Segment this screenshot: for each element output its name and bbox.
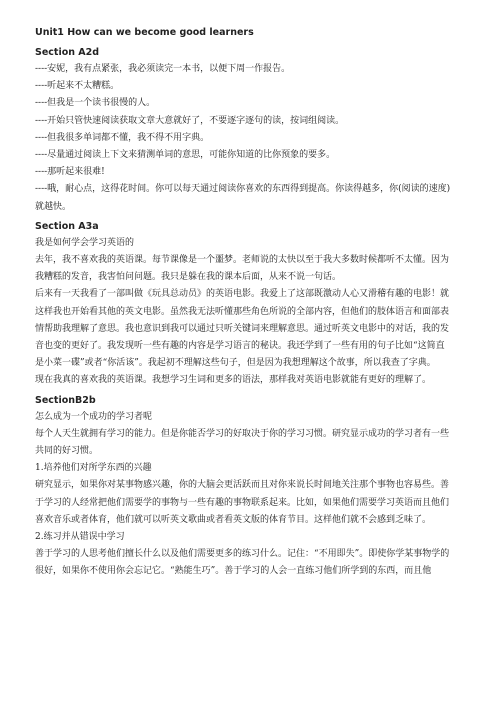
point-1-heading: 1.培养他们对所学东西的兴趣 (35, 463, 152, 474)
section-b2b-title: SectionB2b (35, 394, 96, 406)
dialogue-line: ----那听起来很难! (35, 167, 105, 178)
section-a2d-dialogue (35, 61, 452, 216)
section-a3a-subtitle: 我是如何学会学习英语的 (35, 237, 135, 248)
dialogue-line: ----但我是一个读书很慢的人。 (35, 98, 156, 109)
section-a3a-paragraph: 现在我真的喜欢我的英语课。我想学习生词和更多的语法，那样我对英语电影就能有更好的理解了。 (35, 375, 432, 386)
dialogue-line: ----听起来不太糟糕。 (35, 81, 120, 92)
section-b2b-intro: 每个人天生就拥有学习的能力。但是你能否学习的好取决于你的学习习惯。研究显示成功的学习者有一些共同的好习惯。 (35, 428, 450, 457)
dialogue-line: ----开始只管快速阅读获取文章大意就好了，不要逐字逐句的读，按词组阅读。 (35, 115, 345, 126)
section-a3a-paragraph: 去年，我不喜欢我的英语课。每节课像是一个噩梦。老师说的太快以至于我大多数时候都听不太懂。因为我糟糕的发音，我害怕问问题。我只是躲在我的课本后面，从来不说一句话。 (35, 255, 450, 283)
section-a3a-title: Section A3a (35, 220, 99, 232)
point-1-body: 研究显示，如果你对某事物感兴趣，你的大脑会更活跃而且对你来说长时间地关注那个事物也容易些。善于学习的人经常把他们需要学的事物与一些有趣的事物联系起来。比如，如果他们需要学习英语而且他们喜欢音乐或者体育，他们就可以听英文歌曲或者看英文版的体育节目。这样他们就不会感到乏味了。 (35, 480, 450, 525)
point-2-body: 善于学习的人思考他们擅长什么以及他们需要更多的练习什么。记住：“不用即失”。即使你学某事物学的很好，如果你不使用你会忘记它。“熟能生巧”。善于学习的人会一直练习他们所学到的东西，而且他 (35, 549, 450, 577)
unit-title: Unit1 How can we become good learners (35, 27, 254, 38)
dialogue-line: ----尽量通过阅读上下文来猜测单词的意思，可能你知道的比你预象的要多。 (35, 150, 336, 161)
point-2-heading: 2.练习并从错误中学习 (35, 532, 125, 543)
section-a2d-title: Section A2d (35, 47, 100, 58)
dialogue-line: ----安妮，我有点紧张，我必须读完一本书，以便下周一作报告。 (35, 64, 291, 74)
dialogue-line: ----但我很多单词都不懂，我不得不用字典。 (35, 132, 210, 143)
dialogue-line: ----哦，耐心点，这得花时间。你可以每天通过阅读你喜欢的东西得到提高。你读得越多，你(阅读的速度)就越快。 (35, 184, 451, 212)
section-b2b-subtitle: 怎么成为一个成功的学习者呢 (35, 411, 153, 422)
section-a3a-paragraph: 后来有一天我看了一部叫做《玩具总动员》的英语电影。我爱上了这部既激动人心又滑稽有趣的电影！就这样我也开始看其他的英文电影。虽然我无法听懂那些角色所说的全部内容，但他们的肢体语言和面部表情帮助我理解了意思。我也意识到我可以通过只听关键词来理解意思。通过听英文电影中的对话，我的发音也变的更好了。我发现听一些有趣的内容是学习语言的秘诀。我还学到了一些有用的句子比如“这简直是小菜一碟”或者“你活该”。我起初不理解这些句子，但是因为我想理解这个故事，所以我查了字典。 (35, 289, 450, 369)
